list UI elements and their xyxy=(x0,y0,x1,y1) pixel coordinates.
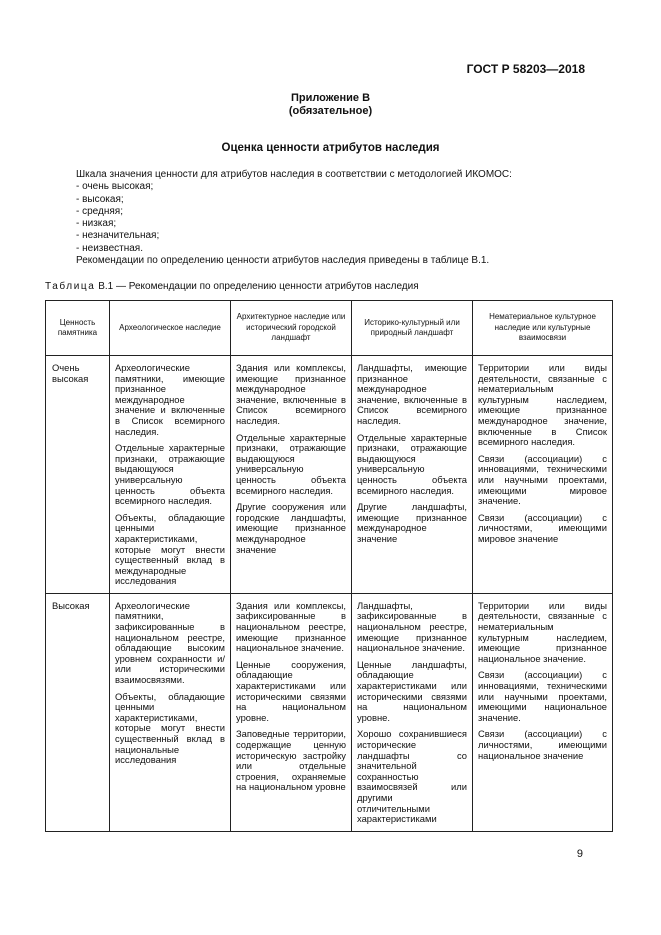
table-caption xyxy=(45,281,419,292)
table-cell xyxy=(473,356,613,594)
cell-paragraph: Объекты, обладающие ценными характеристиками, которые могут внести существенный вклад в национальные исследования xyxy=(115,690,225,766)
section-title: Оценка ценности атрибутов наследия xyxy=(221,142,440,154)
table-row xyxy=(46,593,613,831)
cell-paragraph: Отдельные характерные признаки, отражающие выдающуюся универсальную ценность объекта всемирного наследия. xyxy=(115,442,225,507)
cell-paragraph: Другие сооружения или городские ландшафты, имеющие признанное международное значение xyxy=(236,501,346,555)
intro-lead: Шкала значения ценности для атрибутов наследия в соответствии с методологией ИКОМОС: xyxy=(76,169,512,180)
page-number: 9 xyxy=(576,848,583,860)
cell-paragraph: Связи (ассоциации) с личностями, имеющими национальное значение xyxy=(478,728,607,761)
scale-item: - средняя; xyxy=(76,205,123,217)
table-cell xyxy=(110,356,231,594)
table-cell xyxy=(110,593,231,831)
table-cell xyxy=(231,356,352,594)
table-cell xyxy=(352,593,473,831)
annex-heading xyxy=(0,92,661,118)
table-caption-label: Таблица xyxy=(45,281,96,292)
scale-item: - неизвестная. xyxy=(76,242,143,254)
cell-paragraph: Ценные ландшафты, обладающие характеристиками или историческими связями на национальном уровне. xyxy=(357,658,467,723)
scale-item: - низкая; xyxy=(76,218,117,230)
table-caption-text: В.1 — Рекомендации по определению ценности атрибутов наследия xyxy=(98,281,419,292)
scale-item: - незначительная; xyxy=(76,230,160,242)
cell-paragraph: Территории или виды деятельности, связанные с нематериальным культурным наследием, имеющие признанное международное значение, включенные в Список всемирного наследия. xyxy=(478,362,607,448)
cell-paragraph: Связи (ассоциации) с инновациями, техническими или научными проектами, имеющими мировое значение. xyxy=(478,452,607,507)
column-header: Историко-культурный или природный ландшафт xyxy=(352,301,473,356)
row-category: Высокая xyxy=(46,593,110,831)
cell-paragraph: Объекты, обладающие ценными характеристиками, которые могут внести существенный вклад в международные исследования xyxy=(115,511,225,587)
row-category: Очень высокая xyxy=(46,356,110,594)
cell-paragraph: Другие ландшафты, имеющие признанное международное значение xyxy=(357,501,467,544)
cell-paragraph: Отдельные характерные признаки, отражающие выдающуюся универсальную ценность объекта всемирного наследия. xyxy=(236,431,346,496)
cell-paragraph: Заповедные территории, содержащие ценную историческую застройку или отдельные строения, охраняемые на национальном уровне xyxy=(236,728,346,793)
cell-paragraph: Хорошо сохранившиеся исторические ландшафты со значительной сохранностью взаимосвязей или другими отличительными характеристиками xyxy=(357,728,467,825)
intro-block xyxy=(76,169,596,267)
cell-paragraph: Археологические памятники, зафиксированные в национальном реестре, обладающие высоким уровнем сохранности и/или историческими взаимосвязями. xyxy=(115,599,225,686)
table-cell xyxy=(473,593,613,831)
column-header: Археологическое наследие xyxy=(110,301,231,356)
cell-paragraph: Археологические памятники, имеющие признанное международное значение и включенные в Список всемирного наследия. xyxy=(115,362,225,437)
cell-paragraph: Территории или виды деятельности, связанные с нематериальным культурным наследием, имеющие признанное национальное значение. xyxy=(478,599,607,664)
annex-status: (обязательное) xyxy=(288,105,373,117)
column-header: Архитектурное наследие или исторический городской ландшафт xyxy=(231,301,352,356)
cell-paragraph: Связи (ассоциации) с инновациями, техническими или научными проектами, имеющими национальное значение. xyxy=(478,669,607,723)
cell-paragraph: Ценные сооружения, обладающие характеристиками или историческими связями на национальном уровне. xyxy=(236,658,346,723)
table-cell xyxy=(352,356,473,594)
column-header: Нематериальное культурное наследие или культурные взаимосвязи xyxy=(473,301,613,356)
cell-paragraph: Здания или комплексы, зафиксированные в национальном реестре, имеющие признанное национальное значение. xyxy=(236,599,346,654)
cell-paragraph: Связи (ассоциации) с личностями, имеющими мировое значение xyxy=(478,511,607,544)
annex-title: Приложение В xyxy=(290,92,371,104)
intro-note: Рекомендации по определению ценности атрибутов наследия приведены в таблице В.1. xyxy=(76,255,490,267)
cell-paragraph: Ландшафты, имеющие признанное международное значение, включенные в Список всемирного наследия. xyxy=(357,362,467,426)
scale-item: - очень высокая; xyxy=(76,181,154,193)
table-row xyxy=(46,356,613,594)
table-cell xyxy=(231,593,352,831)
value-table xyxy=(45,300,613,832)
column-header: Ценность памятника xyxy=(46,301,110,356)
table-header-row xyxy=(46,301,613,356)
cell-paragraph: Здания или комплексы, имеющие признанное международное значение, включенные в Список всемирного наследия. xyxy=(236,362,346,426)
cell-paragraph: Отдельные характерные признаки, отражающие выдающуюся универсальную ценность объекта всемирного наследия. xyxy=(357,431,467,496)
scale-item: - высокая; xyxy=(76,193,124,205)
document-header: ГОСТ Р 58203—2018 xyxy=(466,62,585,76)
cell-paragraph: Ландшафты, зафиксированные в национальном реестре, имеющие признанное национальное значение. xyxy=(357,599,467,654)
